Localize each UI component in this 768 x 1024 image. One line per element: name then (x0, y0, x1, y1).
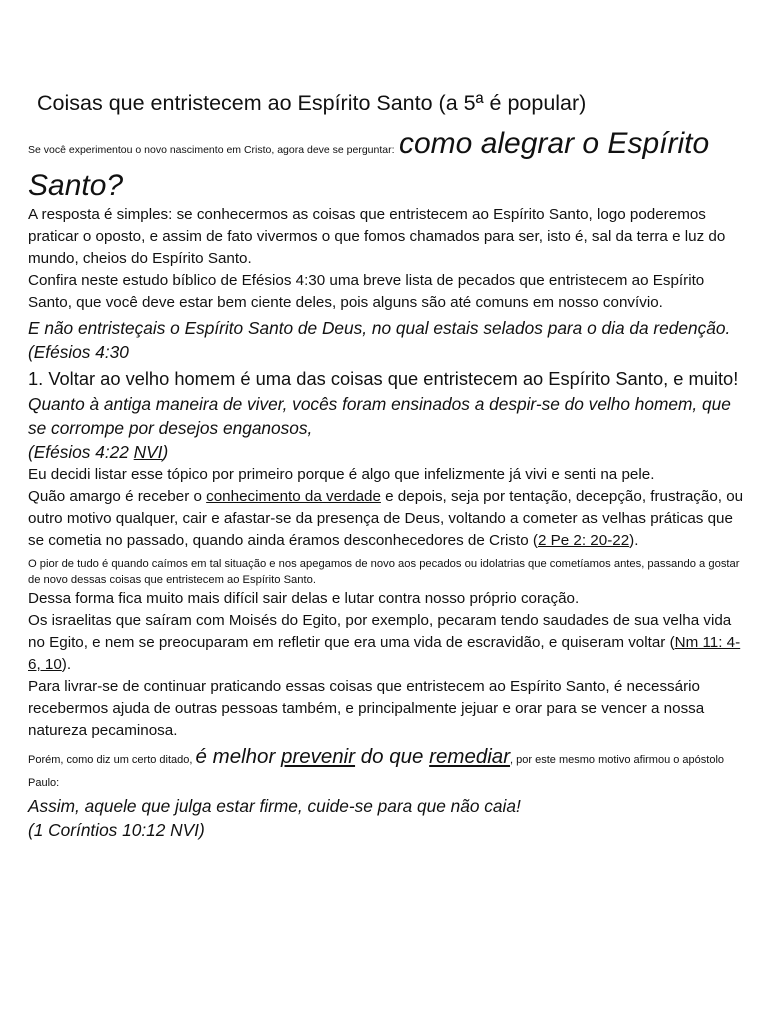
text-span: ). (629, 532, 639, 549)
nvi-link[interactable]: NVI (133, 442, 163, 462)
paragraph-answer: A resposta é simples: se conhecermos as coisas que entristecem ao Espírito Santo, logo poderemos praticar o oposto, e assim de fato vivermos o que fomos chamados para ser, isto é, sal da terra e luz do mundo, cheios do Espírito Santo. (28, 206, 726, 267)
reference-close: ) (162, 442, 169, 462)
paragraph-fasting: Para livrar-se de continuar praticando essas coisas que entristecem ao Espírito Santo, é necessário recebermos ajuda de outras pessoas também, e principalmente jejuar e orar para se vencer a nossa natureza pecaminosa. (28, 678, 705, 739)
paragraph-bitter (28, 486, 750, 552)
proverb-phrase (196, 745, 511, 768)
text-span: Os israelitas que saíram com Moisés do Egito, por exemplo, pecaram tendo saudades de sua velha vida no Egito, e nem se preocuparam em refletir que era uma vida de escravidão, e quiseram voltar ( (28, 612, 732, 651)
paragraph-proverb (28, 746, 750, 794)
page-title: Coisas que entristecem ao Espírito Santo (a 5ª é popular) (37, 91, 587, 115)
knowledge-of-truth-link[interactable]: conhecimento da verdade (206, 488, 381, 505)
numbers-link[interactable]: Nm 11: 4-6, 10 (28, 634, 741, 673)
verse-1-corinthians-reference: (1 Coríntios 10:12 NVI) (28, 820, 205, 840)
paragraph-personal: Eu decidi listar esse tópico por primeiro porque é algo que infelizmente já vivi e senti na pele. (28, 466, 655, 483)
verse-ephesians-4-22: Quanto à antiga maneira de viver, vocês foram ensinados a despir-se do velho homem, que se corrompe por desejos enganosos, (28, 394, 731, 438)
intro-question-lead: Se você experimentou o novo nascimento em Cristo, agora deve se perguntar: (28, 144, 395, 156)
reference-text: (Efésios 4:22 (28, 442, 134, 462)
paragraph-harder: Dessa forma fica muito mais difícil sair delas e lutar contra nosso próprio coração. (28, 590, 580, 607)
verse-ephesians-4-22-reference (28, 440, 750, 464)
paragraph-worst: O pior de tudo é quando caímos em tal situação e nos apegamos de novo aos pecados ou idolatrias que cometíamos antes, passando a gostar de novo dessas coisas que entristecem ao Espírito Santo. (28, 558, 740, 586)
prevenir-link[interactable]: prevenir (280, 745, 356, 768)
text-span: , por este mesmo motivo afirmou o apóstolo Paulo: (28, 754, 725, 789)
paragraph-israelites (28, 610, 750, 676)
text-span: Quão amargo é receber o (28, 488, 207, 505)
intro-paragraph (28, 126, 743, 209)
verse-ephesians-4-30: E não entristeçais o Espírito Santo de Deus, no qual estais selados para o dia da redenção. (Efésios 4:30 (28, 318, 731, 362)
text-span: do que (355, 745, 430, 768)
text-span: e depois, seja por tentação, decepção, frustração, ou outro motivo qualquer, cair e afastar-se da presença de Deus, voltando a cometer as velhas práticas que se cometia no passado, quando ainda éramos desconhecedores de Cristo ( (28, 488, 744, 549)
paragraph-study-intro: Confira neste estudo bíblico de Efésios 4:30 uma breve lista de pecados que entristecem ao Espírito Santo, que você deve estar bem ciente deles, pois alguns são até comuns em nosso convívio. (28, 272, 705, 311)
article-body (28, 204, 750, 842)
text-span: Porém, como diz um certo ditado, (28, 754, 196, 766)
point-1-heading: 1. Voltar ao velho homem é uma das coisas que entristecem ao Espírito Santo, e muito! (28, 368, 739, 389)
remediar-link[interactable]: remediar (429, 745, 511, 768)
text-span: ). (61, 656, 72, 673)
verse-1-corinthians-10-12: Assim, aquele que julga estar firme, cuide-se para que não caia! (28, 796, 521, 816)
2-peter-link[interactable]: 2 Pe 2: 20-22 (537, 532, 630, 549)
text-span: é melhor (195, 745, 281, 768)
intro-question-highlight: como alegrar o Espírito Santo? (28, 127, 710, 202)
